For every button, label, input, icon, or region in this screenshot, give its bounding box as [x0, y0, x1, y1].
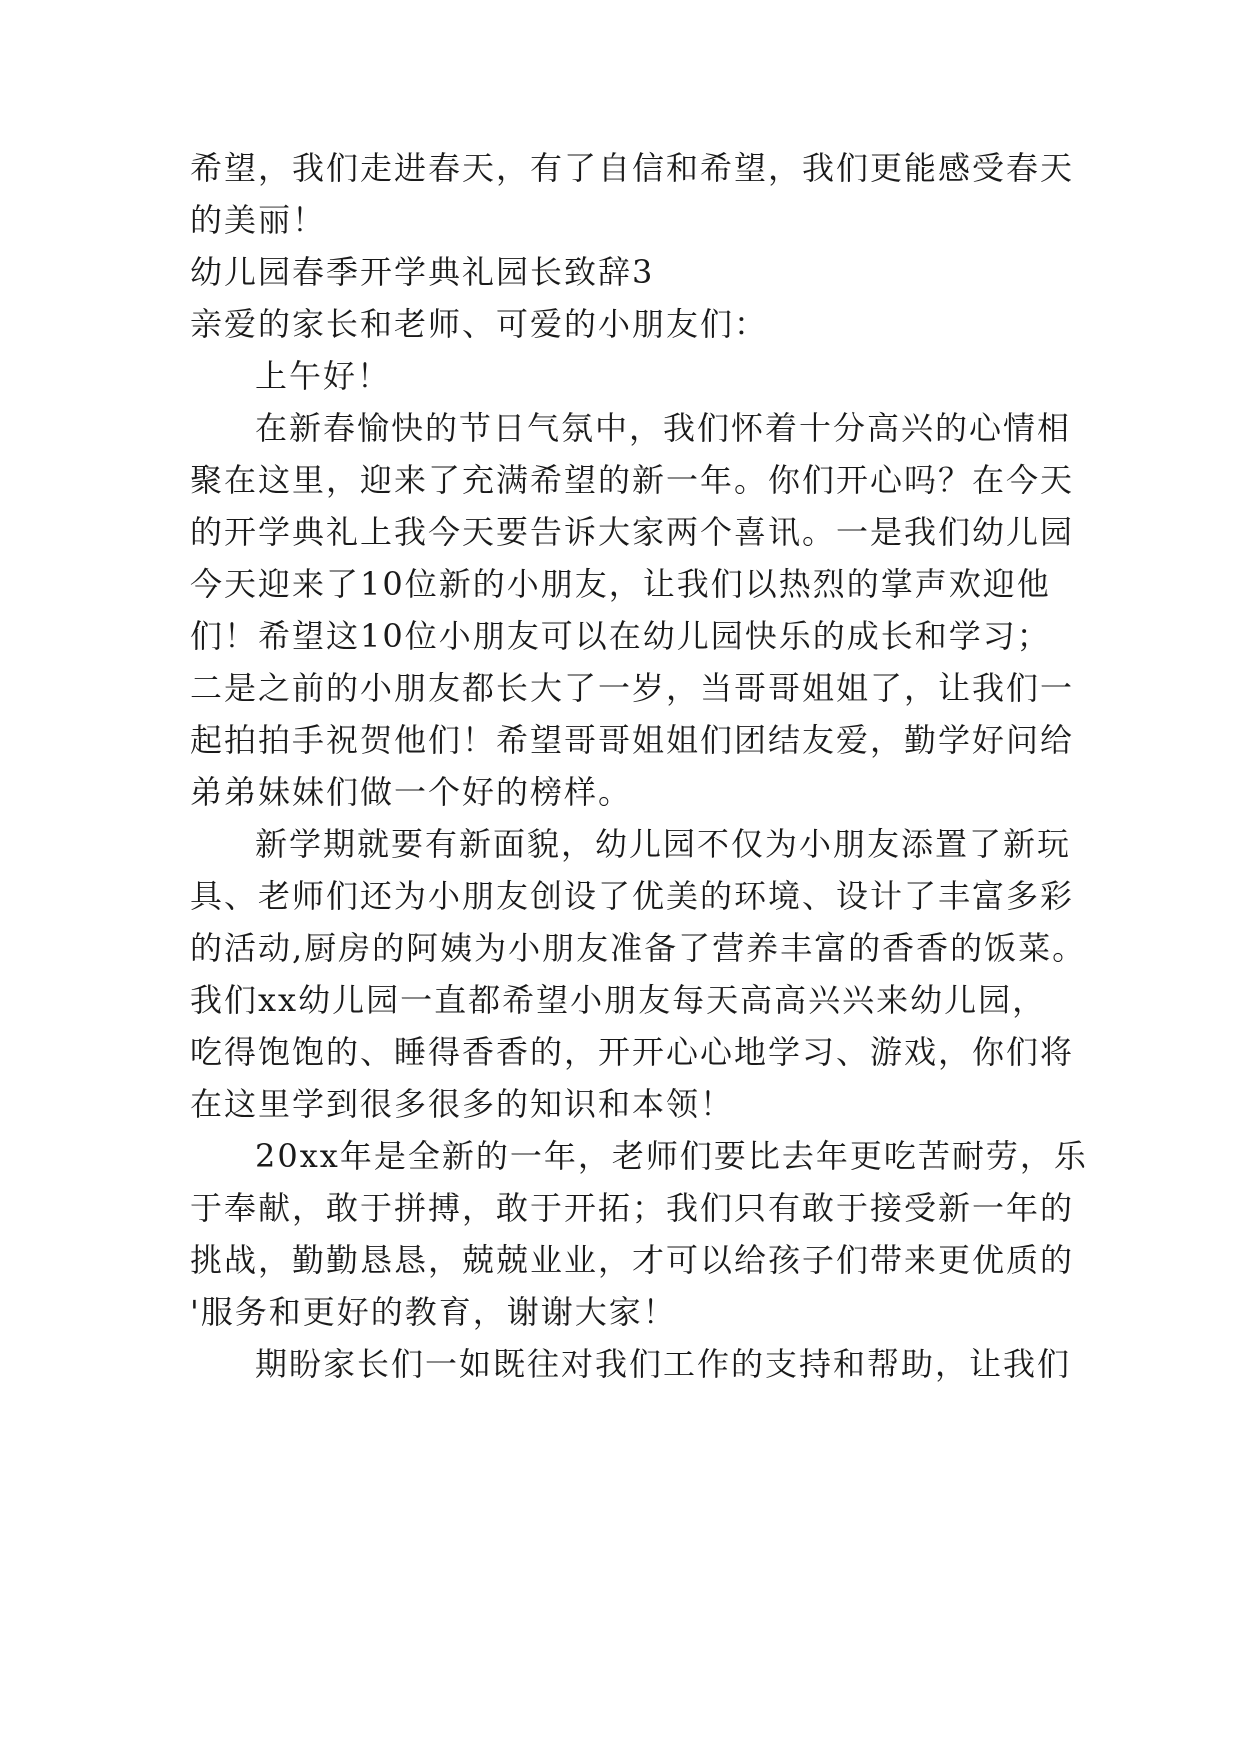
paragraph-line: 吃得饱饱的、睡得香香的，开开心心地学习、游戏，你们将	[190, 1033, 1075, 1071]
paragraph-line: 20xx年是全新的一年，老师们要比去年更吃苦耐劳，乐	[255, 1137, 1088, 1175]
paragraph-line: 挑战，勤勤恳恳，兢兢业业，才可以给孩子们带来更优质的	[190, 1241, 1075, 1279]
paragraph-line: 的活动,厨房的阿姨为小朋友准备了营养丰富的香香的饭菜。	[190, 929, 1087, 967]
paragraph-line: 希望，我们走进春天，有了自信和希望，我们更能感受春天	[190, 149, 1075, 187]
paragraph-line: 于奉献，敢于拼搏，敢于开拓；我们只有敢于接受新一年的	[190, 1189, 1075, 1227]
paragraph-line: 具、老师们还为小朋友创设了优美的环境、设计了丰富多彩	[190, 877, 1075, 915]
paragraph-line: 在这里学到很多很多的知识和本领！	[190, 1085, 735, 1123]
paragraph-line: 二是之前的小朋友都长大了一岁，当哥哥姐姐了，让我们一	[190, 669, 1075, 707]
paragraph-line: 们！希望这10位小朋友可以在幼儿园快乐的成长和学习；	[190, 617, 1051, 655]
paragraph-line: 起拍拍手祝贺他们！希望哥哥姐姐们团结友爱，勤学好问给	[190, 721, 1075, 759]
paragraph-line: 期盼家长们一如既往对我们工作的支持和帮助，让我们	[255, 1345, 1072, 1383]
salutation: 亲爱的家长和老师、可爱的小朋友们：	[190, 305, 769, 343]
paragraph-line: '服务和更好的教育，谢谢大家！	[190, 1293, 677, 1331]
paragraph-line: 我们xx幼儿园一直都希望小朋友每天高高兴兴来幼儿园，	[190, 981, 1047, 1019]
paragraph-line: 在新春愉快的节日气氛中，我们怀着十分高兴的心情相	[255, 409, 1072, 447]
paragraph-line: 的美丽！	[190, 201, 327, 239]
paragraph-line: 聚在这里，迎来了充满希望的新一年。你们开心吗？在今天	[190, 461, 1075, 499]
paragraph-line: 今天迎来了10位新的小朋友，让我们以热烈的掌声欢迎他	[190, 565, 1051, 603]
paragraph-line: 的开学典礼上我今天要告诉大家两个喜讯。一是我们幼儿园	[190, 513, 1075, 551]
section-heading: 幼儿园春季开学典礼园长致辞3	[190, 253, 655, 291]
paragraph-line: 弟弟妹妹们做一个好的榜样。	[190, 773, 633, 811]
greeting: 上午好！	[255, 357, 392, 395]
paragraph-line: 新学期就要有新面貌，幼儿园不仅为小朋友添置了新玩	[255, 825, 1072, 863]
